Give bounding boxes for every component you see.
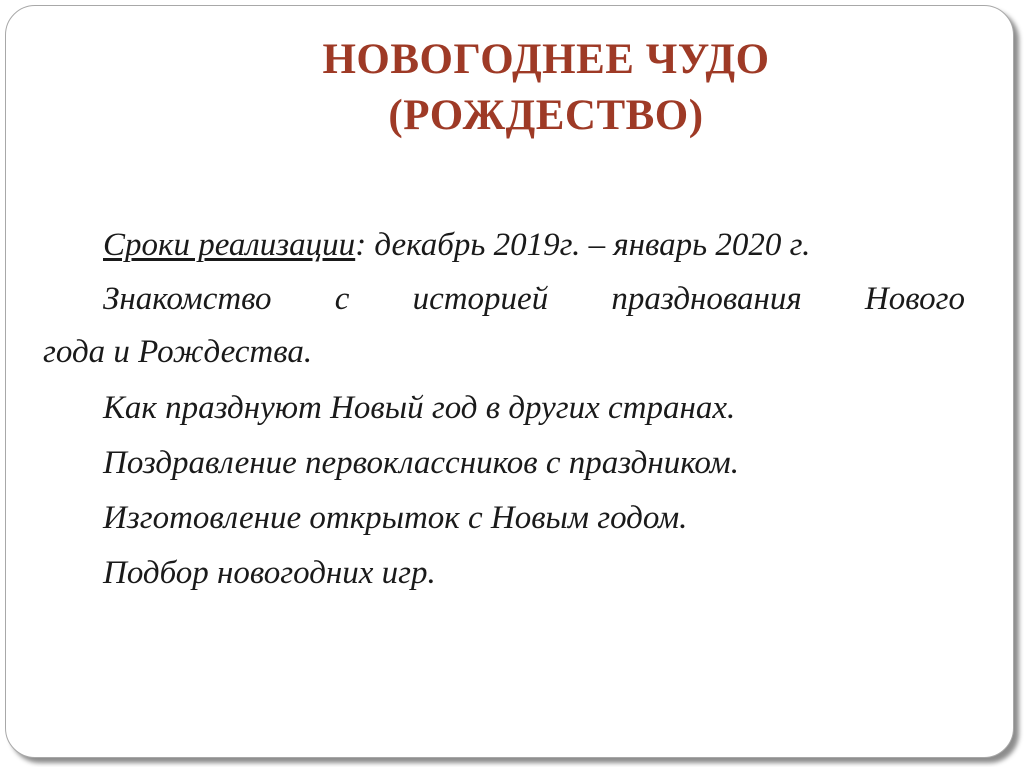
countries-paragraph: Как празднуют Новый год в других странах. — [103, 390, 736, 426]
slide-title — [236, 32, 856, 144]
slide-content — [43, 218, 965, 601]
timeline-paragraph — [43, 218, 965, 273]
timeline-label: Сроки реализации — [103, 227, 356, 263]
title-line-1: НОВОГОДНЕЕ ЧУДО — [322, 36, 770, 83]
history-line-2: года и Рождества. — [43, 334, 313, 370]
history-paragraph — [43, 273, 965, 379]
games-paragraph: Подбор новогодних игр. — [103, 555, 436, 591]
history-line-1: Знакомство с историей празднования Нового — [103, 281, 965, 317]
congrats-paragraph: Поздравление первоклассников с праздником. — [103, 445, 739, 481]
cards-paragraph: Изготовление открыток с Новым годом. — [103, 500, 688, 536]
title-line-2: (РОЖДЕСТВО) — [388, 92, 704, 139]
timeline-value: : декабрь 2019г. – январь 2020 г. — [355, 227, 811, 263]
